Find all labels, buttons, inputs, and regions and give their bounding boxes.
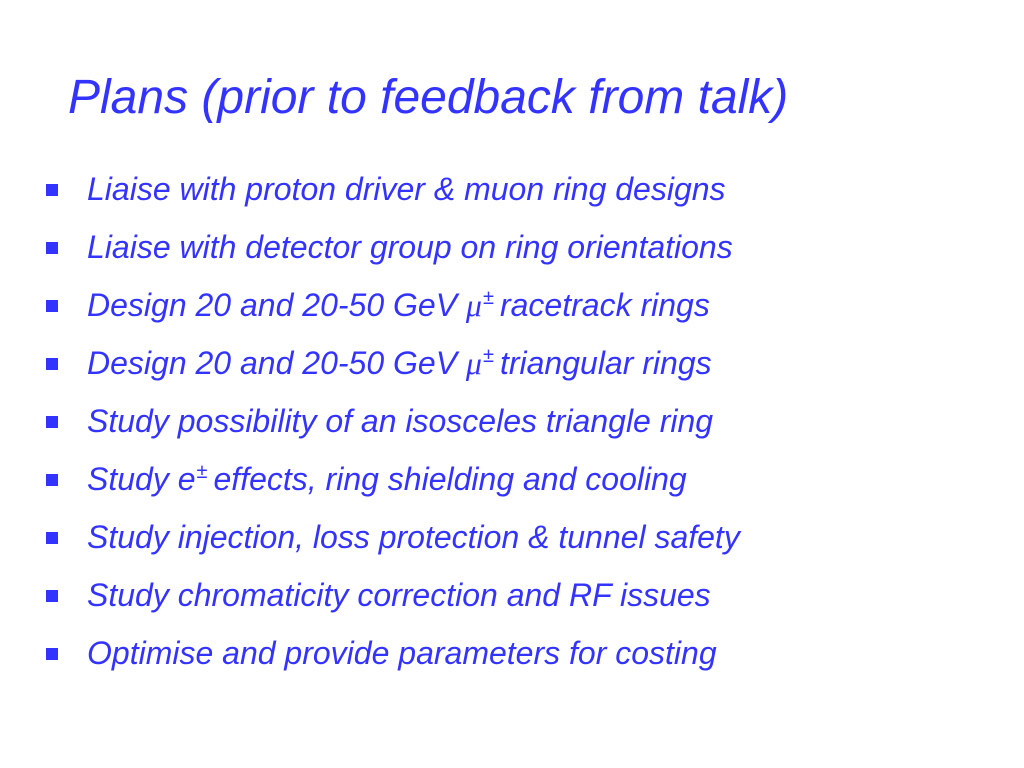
bullet-text: [87, 345, 712, 382]
mu-symbol: μ: [465, 344, 482, 381]
bullet-text: Optimise and provide parameters for costing: [87, 634, 717, 671]
square-bullet-icon: [46, 532, 58, 544]
bullet-text: [87, 461, 687, 498]
square-bullet-icon: [46, 242, 58, 254]
bullet-text-post: effects, ring shielding and cooling: [213, 460, 687, 497]
square-bullet-icon: [46, 474, 58, 486]
bullet-text: Liaise with detector group on ring orientations: [87, 228, 733, 265]
square-bullet-icon: [46, 300, 58, 312]
bullet-text: Study possibility of an isosceles triangle ring: [87, 402, 714, 439]
square-bullet-icon: [46, 590, 58, 602]
bullet-item: [46, 276, 740, 334]
bullet-item: [46, 624, 740, 682]
square-bullet-icon: [46, 416, 58, 428]
plus-minus-superscript: ±: [196, 460, 208, 483]
bullet-text-pre: Study e: [87, 460, 196, 497]
bullet-text: Study injection, loss protection & tunnel safety: [87, 518, 740, 555]
square-bullet-icon: [46, 358, 58, 370]
bullet-text-post: triangular rings: [499, 344, 712, 381]
bullet-item: [46, 218, 740, 276]
mu-symbol: μ: [465, 286, 482, 323]
bullet-item: [46, 334, 740, 392]
plus-minus-superscript: ±: [482, 286, 494, 309]
square-bullet-icon: [46, 184, 58, 196]
square-bullet-icon: [46, 648, 58, 660]
bullet-text: [87, 287, 710, 324]
bullet-text-pre: Design 20 and 20-50 GeV: [87, 344, 466, 381]
bullet-text: Liaise with proton driver & muon ring designs: [87, 170, 726, 207]
bullet-item: [46, 566, 740, 624]
slide-title: Plans (prior to feedback from talk): [68, 71, 789, 124]
bullet-item: [46, 392, 740, 450]
bullet-text: Study chromaticity correction and RF issues: [87, 576, 711, 613]
bullet-list: [46, 160, 740, 682]
bullet-item: [46, 508, 740, 566]
bullet-text-pre: Design 20 and 20-50 GeV: [87, 286, 466, 323]
plus-minus-superscript: ±: [482, 344, 494, 367]
bullet-item: [46, 450, 740, 508]
bullet-text-post: racetrack rings: [499, 286, 710, 323]
bullet-item: [46, 160, 740, 218]
